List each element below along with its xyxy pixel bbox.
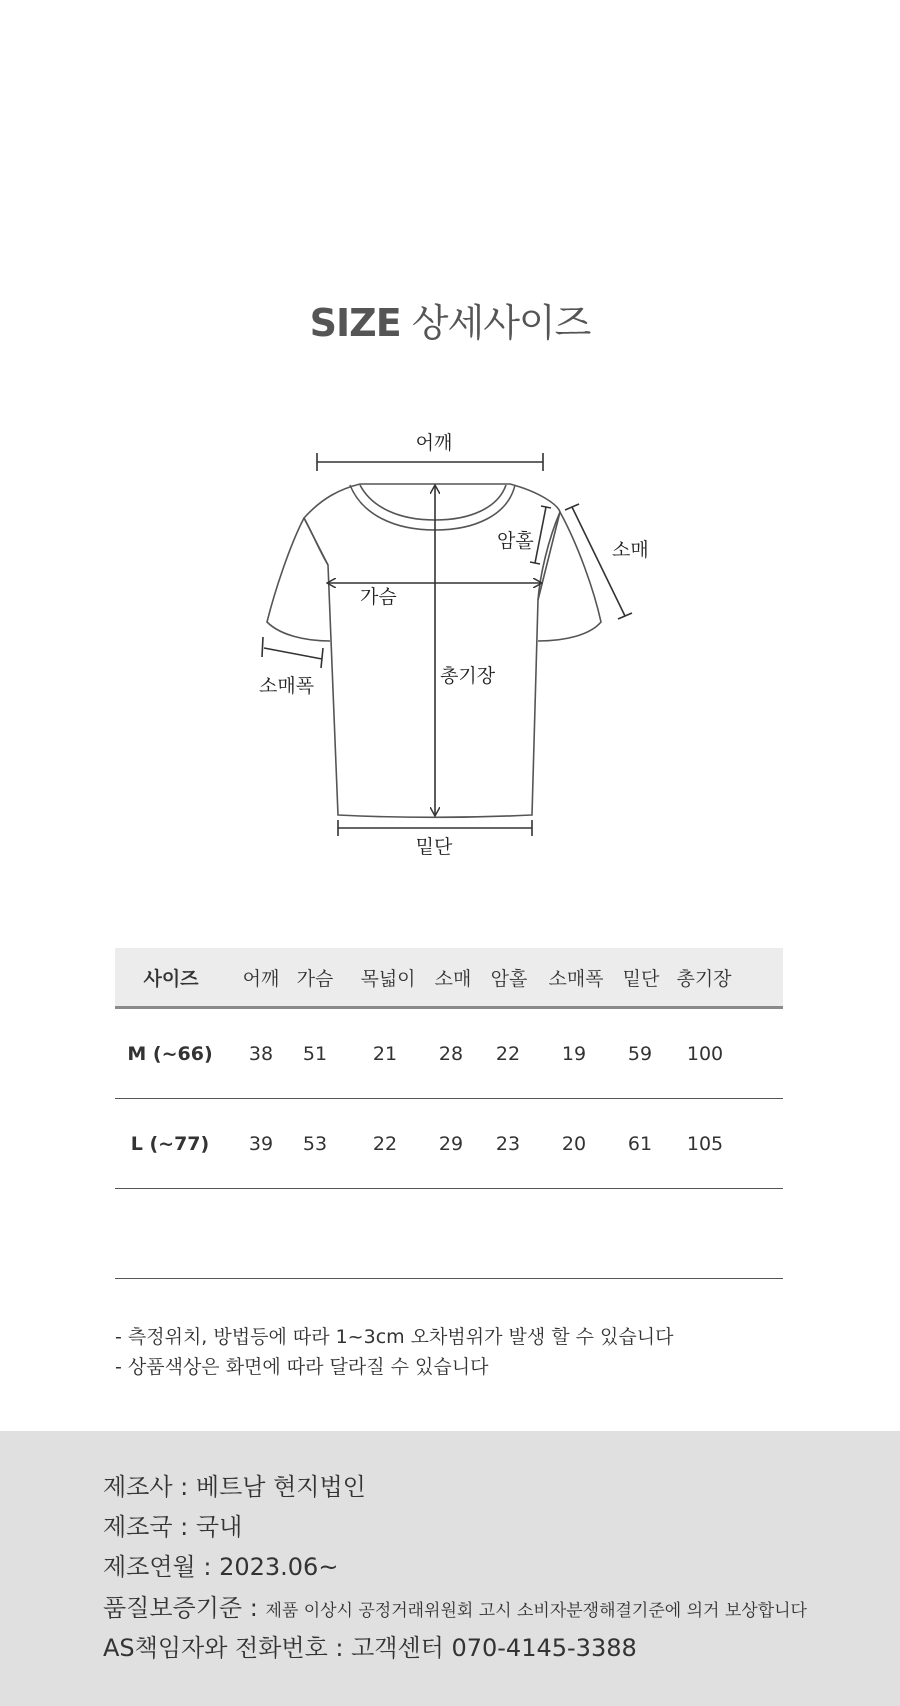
cell-armhole: 23 (495, 1132, 521, 1155)
label-hem: 밑단 (415, 836, 453, 858)
header-chest: 가슴 (296, 967, 334, 990)
cell-sleeve: 28 (438, 1042, 464, 1065)
header-size: 사이즈 (143, 967, 199, 990)
label-sleeve: 소매 (612, 539, 649, 561)
table-row (115, 1099, 783, 1189)
right-sleeve (538, 512, 601, 641)
page-title (0, 292, 900, 347)
label-armhole: 암홀 (497, 530, 534, 552)
info-quality (103, 1588, 807, 1623)
info-manufacturer: 제조사 : 베트남 현지법인 (103, 1473, 366, 1501)
note-measurement: - 측정위치, 방법등에 따라 1~3cm 오차범위가 발생 할 수 있습니다 (115, 1326, 674, 1348)
cell-chest: 53 (302, 1132, 328, 1155)
note-color: - 상품색상은 화면에 따라 달라질 수 있습니다 (115, 1356, 489, 1378)
notes (115, 1322, 673, 1382)
product-info-panel (0, 1431, 900, 1706)
collar-inner (360, 485, 506, 520)
measurements (262, 453, 632, 836)
cell-neck: 22 (372, 1132, 398, 1155)
tshirt-size-diagram (0, 420, 900, 860)
info-quality-label: 품질보증기준 : (103, 1594, 266, 1622)
header-armhole: 암홀 (490, 967, 528, 990)
table-row-empty (115, 1189, 783, 1279)
header-sleeve: 소매 (434, 967, 472, 990)
label-sleeve-width: 소매폭 (259, 675, 315, 697)
table-header-row (115, 948, 783, 1009)
cell-shoulder: 39 (248, 1132, 274, 1155)
left-sleeve (267, 518, 330, 641)
cell-sleeve: 29 (438, 1132, 464, 1155)
size-table (115, 948, 783, 1279)
row-size: L (~77) (130, 1132, 210, 1155)
row-size: M (~66) (127, 1042, 213, 1065)
header-shoulder: 어깨 (242, 967, 280, 990)
title-detail: 상세사이즈 (411, 301, 591, 345)
label-chest: 가슴 (360, 586, 397, 608)
cell-hem: 61 (627, 1132, 653, 1155)
cell-neck: 21 (372, 1042, 398, 1065)
cell-total-length: 100 (686, 1042, 724, 1065)
cell-chest: 51 (302, 1042, 328, 1065)
collar-outer (350, 485, 515, 530)
label-shoulder: 어깨 (415, 432, 453, 454)
label-total-length: 총기장 (440, 665, 496, 687)
cell-sleeve-width: 19 (561, 1042, 587, 1065)
right-armhole-seam (538, 512, 560, 600)
info-date: 제조연월 : 2023.06~ (103, 1553, 339, 1581)
info-quality-text: 제품 이상시 공정거래위원회 고시 소비자분쟁해결기준에 의거 보상합니다 (265, 1601, 807, 1621)
header-sleeve-width: 소매폭 (548, 967, 604, 990)
left-armhole-seam (304, 518, 328, 565)
table-row (115, 1009, 783, 1099)
cell-shoulder: 38 (248, 1042, 274, 1065)
tshirt-outline (267, 484, 601, 817)
info-as-contact: AS책임자와 전화번호 : 고객센터 070-4145-3388 (103, 1634, 637, 1662)
header-total-length: 총기장 (676, 967, 732, 990)
header-hem: 밑단 (622, 967, 660, 990)
cell-armhole: 22 (495, 1042, 521, 1065)
cell-hem: 59 (627, 1042, 653, 1065)
header-neck: 목넓이 (360, 967, 416, 990)
title-size: SIZE (309, 301, 401, 345)
cell-sleeve-width: 20 (561, 1132, 587, 1155)
cell-total-length: 105 (686, 1132, 724, 1155)
info-country: 제조국 : 국내 (103, 1513, 243, 1541)
